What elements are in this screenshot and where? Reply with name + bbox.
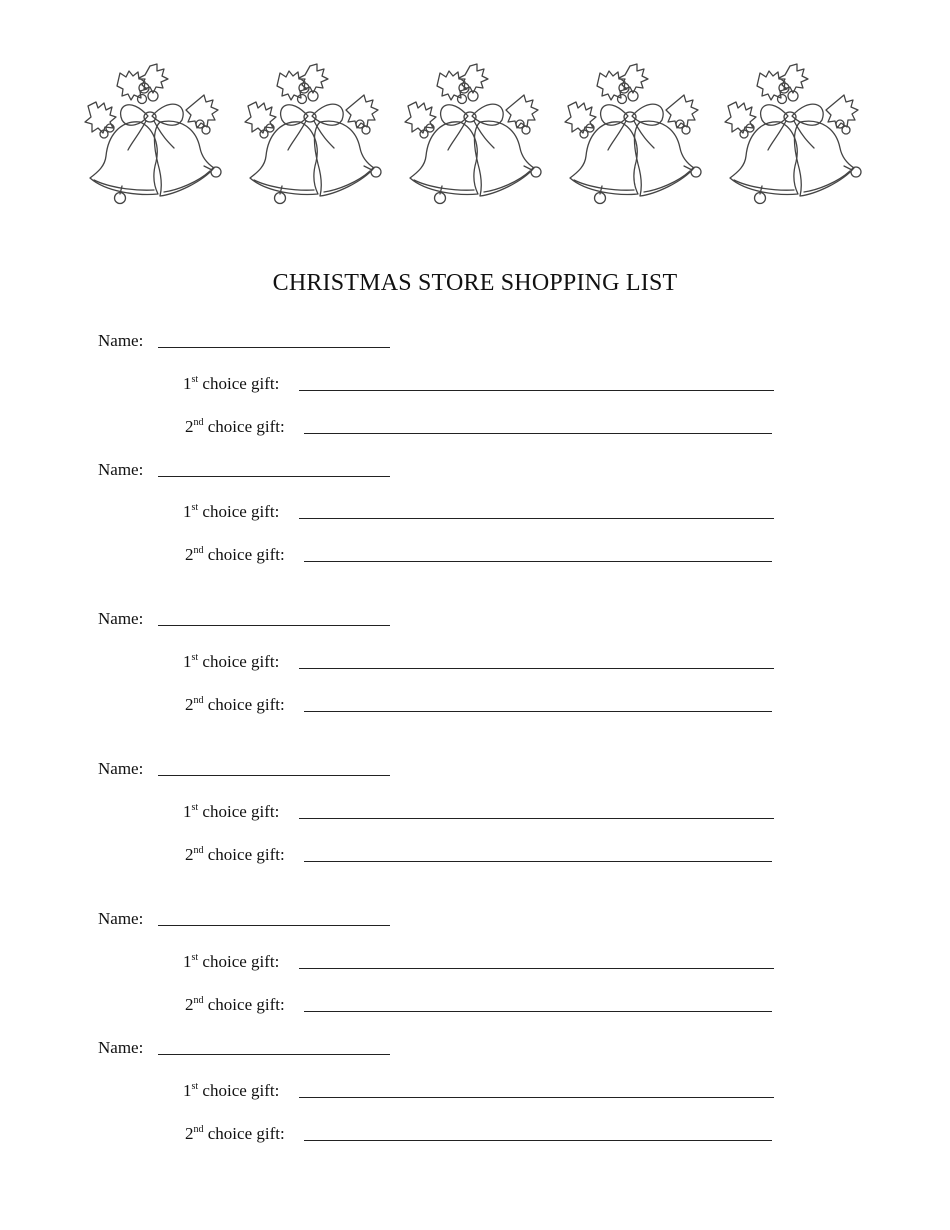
christmas-bells-icon bbox=[80, 58, 225, 206]
first-choice-row bbox=[183, 374, 279, 394]
name-field[interactable] bbox=[158, 1054, 390, 1055]
first-choice-field[interactable] bbox=[299, 968, 774, 969]
christmas-bells-icon bbox=[560, 58, 705, 206]
first-choice-field[interactable] bbox=[299, 518, 774, 519]
first-choice-row bbox=[183, 1081, 279, 1101]
second-choice-label: 2nd choice gift: bbox=[185, 695, 285, 714]
second-choice-row bbox=[185, 695, 285, 715]
name-field[interactable] bbox=[158, 925, 390, 926]
first-choice-row bbox=[183, 502, 279, 522]
page-title: CHRISTMAS STORE SHOPPING LIST bbox=[272, 270, 678, 296]
first-choice-label: 1st choice gift: bbox=[183, 652, 280, 671]
second-choice-label: 2nd choice gift: bbox=[185, 845, 285, 864]
first-choice-row bbox=[183, 952, 279, 972]
name-field[interactable] bbox=[158, 625, 390, 626]
first-choice-field[interactable] bbox=[299, 668, 774, 669]
first-choice-row bbox=[183, 652, 279, 672]
name-field[interactable] bbox=[158, 476, 390, 477]
name-row bbox=[98, 759, 143, 779]
first-choice-field[interactable] bbox=[299, 1097, 774, 1098]
first-choice-field[interactable] bbox=[299, 390, 774, 391]
second-choice-field[interactable] bbox=[304, 561, 772, 562]
second-choice-field[interactable] bbox=[304, 433, 772, 434]
second-choice-row bbox=[185, 417, 285, 437]
name-label: Name: bbox=[98, 331, 144, 350]
first-choice-label: 1st choice gift: bbox=[183, 374, 280, 393]
name-label: Name: bbox=[98, 909, 144, 928]
second-choice-field[interactable] bbox=[304, 1140, 772, 1141]
second-choice-field[interactable] bbox=[304, 711, 772, 712]
christmas-bells-icon bbox=[720, 58, 865, 206]
second-choice-row bbox=[185, 1124, 285, 1144]
christmas-bells-icon bbox=[400, 58, 545, 206]
name-row bbox=[98, 909, 143, 929]
first-choice-field[interactable] bbox=[299, 818, 774, 819]
second-choice-field[interactable] bbox=[304, 861, 772, 862]
name-field[interactable] bbox=[158, 347, 390, 348]
name-label: Name: bbox=[98, 1038, 144, 1057]
name-row bbox=[98, 609, 143, 629]
second-choice-row bbox=[185, 545, 285, 565]
second-choice-row bbox=[185, 995, 285, 1015]
first-choice-row bbox=[183, 802, 279, 822]
name-label: Name: bbox=[98, 759, 144, 778]
second-choice-label: 2nd choice gift: bbox=[185, 995, 285, 1014]
first-choice-label: 1st choice gift: bbox=[183, 1081, 280, 1100]
name-row bbox=[98, 460, 143, 480]
name-label: Name: bbox=[98, 609, 144, 628]
second-choice-label: 2nd choice gift: bbox=[185, 417, 285, 436]
first-choice-label: 1st choice gift: bbox=[183, 952, 280, 971]
first-choice-label: 1st choice gift: bbox=[183, 802, 280, 821]
first-choice-label: 1st choice gift: bbox=[183, 502, 280, 521]
second-choice-label: 2nd choice gift: bbox=[185, 1124, 285, 1143]
second-choice-field[interactable] bbox=[304, 1011, 772, 1012]
christmas-bells-icon bbox=[240, 58, 385, 206]
name-label: Name: bbox=[98, 460, 144, 479]
bells-decoration bbox=[80, 58, 870, 208]
name-row bbox=[98, 1038, 143, 1058]
name-row bbox=[98, 331, 143, 351]
name-field[interactable] bbox=[158, 775, 390, 776]
second-choice-label: 2nd choice gift: bbox=[185, 545, 285, 564]
second-choice-row bbox=[185, 845, 285, 865]
